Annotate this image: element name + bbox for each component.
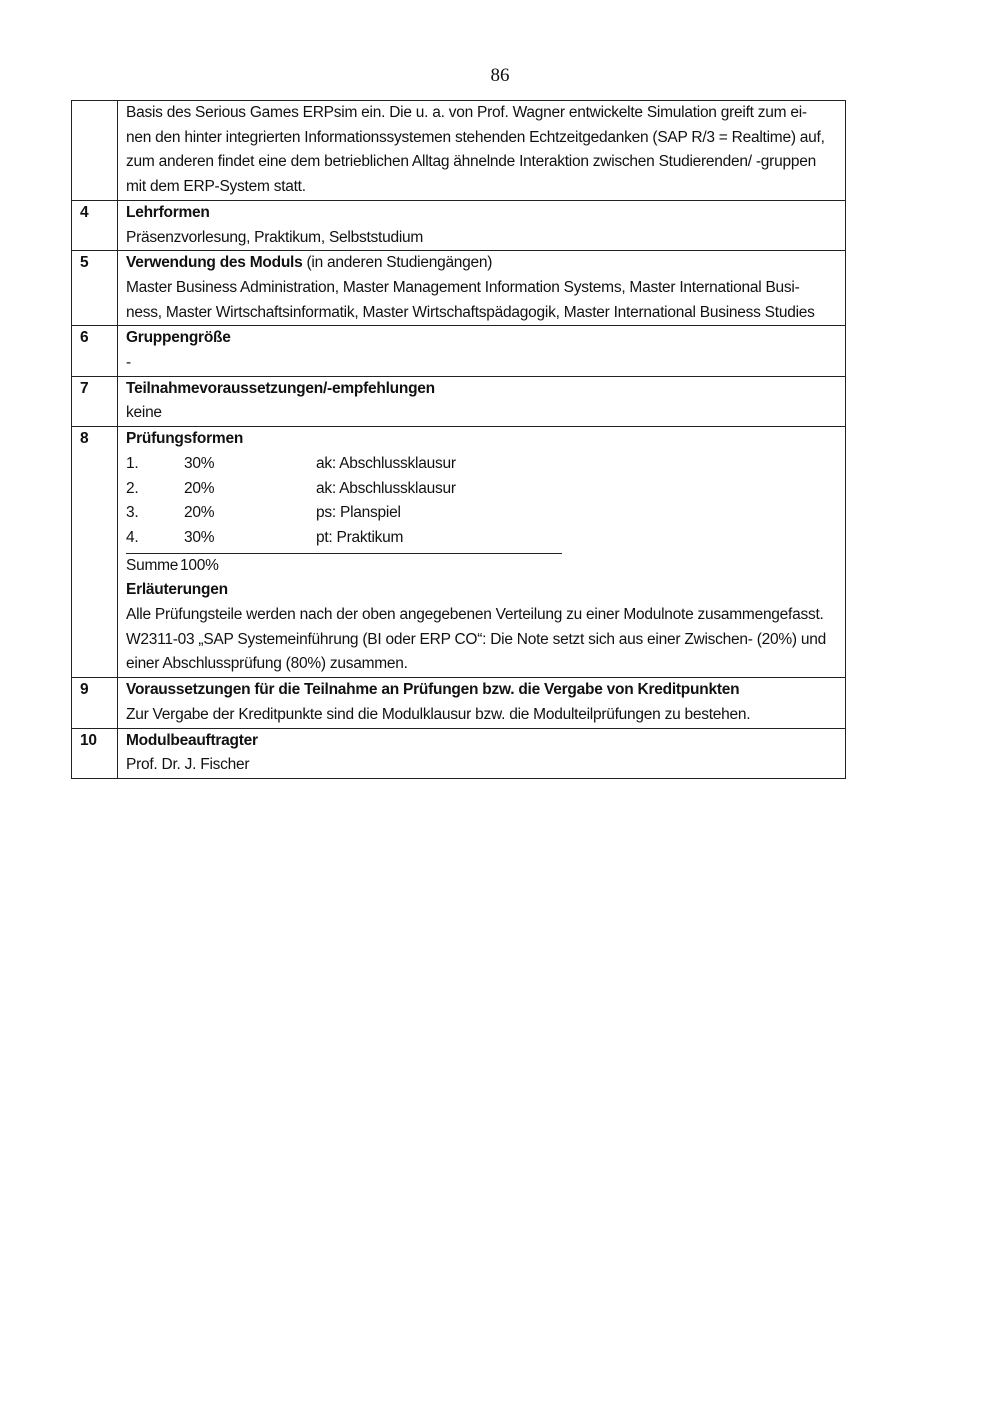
exam-type: ak: Abschlussklausur: [316, 454, 456, 472]
exam-percent: 30%: [184, 454, 215, 472]
table-row-pruefungsformen: [72, 427, 846, 678]
exam-type: ps: Planspiel: [316, 504, 401, 522]
table-row-gruppengroesse: [72, 326, 846, 376]
exam-number: 2.: [126, 479, 139, 497]
table-row-modulbeauftragter: [72, 728, 846, 778]
text-line: einer Abschlussprüfung (80%) zusammen.: [126, 655, 408, 673]
intro-text: [118, 101, 846, 201]
section-heading: Modulbeauftragter: [126, 731, 258, 749]
section-content: [118, 376, 846, 426]
section-heading-line: [126, 251, 837, 276]
section-content: [118, 728, 846, 778]
exam-item: [126, 526, 837, 551]
exam-percent: 30%: [184, 528, 215, 546]
text-line: ness, Master Wirtschaftsinformatik, Master Wirtschaftspädagogik, Master International Business Studies: [126, 303, 815, 321]
exam-sum: [126, 554, 837, 579]
text-line: nen den hinter integrierten Informationssystemen stehenden Echtzeitgedanken (SAP R/3 = Realtime) auf,: [126, 128, 825, 146]
table-row-teilnahme: [72, 376, 846, 426]
notes-heading: Erläuterungen: [126, 581, 228, 599]
table-row-intro: [72, 101, 846, 201]
table-row-verwendung: [72, 251, 846, 326]
exam-item: [126, 477, 837, 502]
row-number: 7: [72, 376, 118, 426]
section-text: keine: [126, 404, 162, 422]
exam-number: 1.: [126, 454, 139, 472]
section-content: [118, 427, 846, 678]
row-number: 9: [72, 678, 118, 728]
exam-item: [126, 452, 837, 477]
text-line: Master Business Administration, Master Management Information Systems, Master International Busi-: [126, 278, 800, 296]
section-heading: Prüfungsformen: [126, 430, 244, 448]
module-description-table: [71, 100, 846, 779]
section-text: Präsenzvorlesung, Praktikum, Selbststudium: [126, 228, 424, 246]
exam-number: 4.: [126, 528, 139, 546]
section-content: [118, 326, 846, 376]
table-row-lehrformen: [72, 200, 846, 250]
exam-percent: 20%: [184, 504, 215, 522]
exam-percent: 20%: [184, 479, 215, 497]
table-row-voraussetzungen: [72, 678, 846, 728]
section-content: [118, 200, 846, 250]
section-heading: Gruppengröße: [126, 329, 231, 347]
exam-type: pt: Praktikum: [316, 528, 404, 546]
text-line: Alle Prüfungsteile werden nach der oben angegebenen Verteilung zu einer Modulnote zusammengefasst.: [126, 606, 824, 624]
section-heading: Teilnahmevoraussetzungen/-empfehlungen: [126, 379, 435, 397]
text-line: W2311-03 „SAP Systemeinführung (BI oder ERP CO“: Die Note setzt sich aus einer Zwischen- (20%) und: [126, 630, 827, 648]
row-number: 4: [72, 200, 118, 250]
section-heading: Verwendung des Moduls: [126, 254, 303, 272]
row-number-empty: [72, 101, 118, 201]
section-heading-suffix: (in anderen Studiengängen): [302, 254, 493, 272]
exam-item: [126, 501, 837, 526]
sum-label: Summe: [126, 556, 179, 574]
exam-type: ak: Abschlussklausur: [316, 479, 456, 497]
row-number: 5: [72, 251, 118, 326]
row-number: 10: [72, 728, 118, 778]
section-content: [118, 251, 846, 326]
text-line: zum anderen findet eine dem betrieblichen Alltag ähnelnde Interaktion zwischen Studierenden/ -gruppen: [126, 153, 816, 171]
exam-number: 3.: [126, 504, 139, 522]
section-text: Prof. Dr. J. Fischer: [126, 756, 250, 774]
page-number: 86: [490, 65, 510, 86]
section-heading: Lehrformen: [126, 203, 210, 221]
row-number: 6: [72, 326, 118, 376]
text-line: Basis des Serious Games ERPsim ein. Die u. a. von Prof. Wagner entwickelte Simulation greift zum ei-: [126, 104, 807, 121]
section-text: Zur Vergabe der Kreditpunkte sind die Modulklausur bzw. die Modulteilprüfungen zu bestehen.: [126, 705, 751, 723]
section-heading: Voraussetzungen für die Teilnahme an Prüfungen bzw. die Vergabe von Kreditpunkten: [126, 681, 740, 699]
section-content: [118, 678, 846, 728]
row-number: 8: [72, 427, 118, 678]
text-line: mit dem ERP-System statt.: [126, 178, 306, 196]
section-text: -: [126, 354, 131, 372]
sum-value: 100%: [180, 556, 219, 574]
